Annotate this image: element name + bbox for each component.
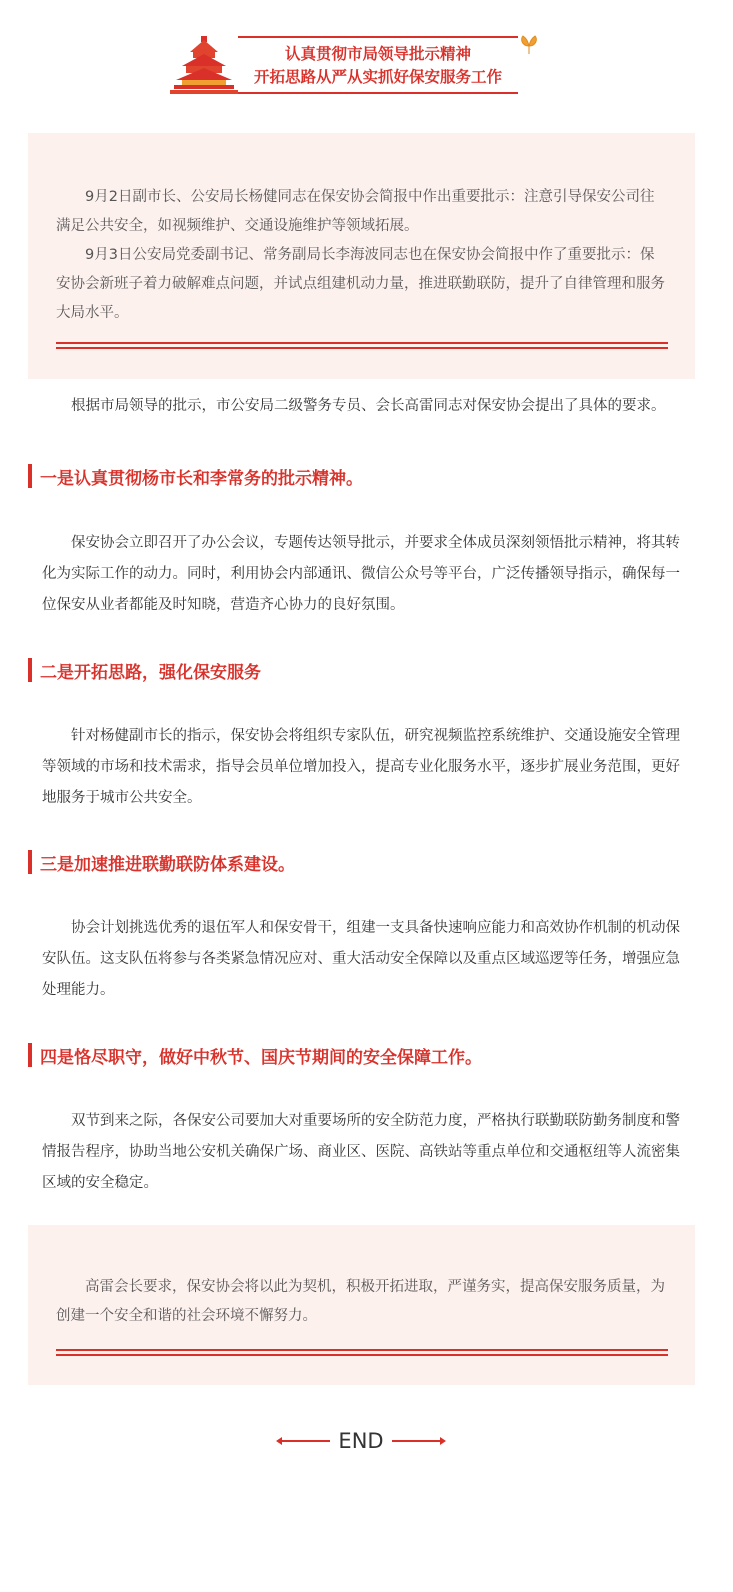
title-line-2: 开拓思路从严从实抓好保安服务工作 <box>253 68 502 86</box>
article-header <box>0 0 733 110</box>
intro-paragraph-2: 9月3日公安局党委副书记、常务副局长李海波同志也在保安协会简报中作了重要批示：保安协会新班子着力破解难点问题，并试点组建机动力量，推进联勤联防，提升了自律管理和服务大局水平。 <box>56 247 665 321</box>
intro-quote-box <box>28 133 695 379</box>
closing-quote-box <box>28 1225 695 1385</box>
section-heading-4: 四是恪尽职守，做好中秋节、国庆节期间的安全保障工作。 <box>28 1042 482 1068</box>
title-line-1: 认真贯彻市局领导批示精神 <box>284 45 471 63</box>
end-label: END <box>338 1429 384 1453</box>
section-heading-1: 一是认真贯彻杨市长和李常务的批示精神。 <box>28 463 363 489</box>
article-title <box>238 36 518 96</box>
temple-of-heaven-icon <box>168 34 240 96</box>
title-rule-bottom <box>238 92 518 94</box>
end-left-ornament <box>276 1435 330 1447</box>
heading-accent-bar <box>28 658 32 682</box>
title-rule-top <box>238 36 518 38</box>
section-heading-2: 二是开拓思路，强化保安服务 <box>28 657 261 683</box>
section-body-3: 协会计划挑选优秀的退伍军人和保安骨干，组建一支具备快速响应能力和高效协作机制的机动保安队伍。这支队伍将参与各类紧急情况应对、重大活动安全保障以及重点区域巡逻等任务，增强应急处理能力。 <box>42 920 680 998</box>
end-marker <box>0 1426 733 1456</box>
heading-accent-bar <box>28 464 32 488</box>
double-rule <box>56 1349 668 1356</box>
heading-accent-bar <box>28 850 32 874</box>
section-body-1: 保安协会立即召开了办公会议，专题传达领导批示，并要求全体成员深刻领悟批示精神，将其转化为实际工作的动力。同时，利用协会内部通讯、微信公众号等平台，广泛传播领导指示，确保每一位保安从业者都能及时知晓，营造齐心协力的良好氛围。 <box>42 535 680 613</box>
ginkgo-leaf-icon <box>518 34 540 56</box>
end-right-ornament <box>392 1435 446 1447</box>
heading-accent-bar <box>28 1043 32 1067</box>
section-body-2: 针对杨健副市长的指示，保安协会将组织专家队伍，研究视频监控系统维护、交通设施安全管理等领域的市场和技术需求，指导会员单位增加投入，提高专业化服务水平，逐步扩展业务范围，更好地服务于城市公共安全。 <box>42 728 680 806</box>
double-rule <box>56 342 668 349</box>
intro-paragraph-1: 9月2日副市长、公安局长杨健同志在保安协会简报中作出重要批示：注意引导保安公司往满足公共安全，如视频维护、交通设施维护等领域拓展。 <box>56 189 655 234</box>
section-body-4: 双节到来之际，各保安公司要加大对重要场所的安全防范力度，严格执行联勤联防勤务制度和警情报告程序，协助当地公安机关确保广场、商业区、医院、高铁站等重点单位和交通枢纽等人流密集区域的安全稳定。 <box>42 1113 680 1191</box>
closing-paragraph: 高雷会长要求，保安协会将以此为契机，积极开拓进取，严谨务实，提高保安服务质量，为创建一个安全和谐的社会环境不懈努力。 <box>56 1279 665 1324</box>
section-heading-3: 三是加速推进联勤联防体系建设。 <box>28 849 295 875</box>
lead-paragraph: 根据市局领导的批示，市公安局二级警务专员、会长高雷同志对保安协会提出了具体的要求。 <box>71 398 666 414</box>
